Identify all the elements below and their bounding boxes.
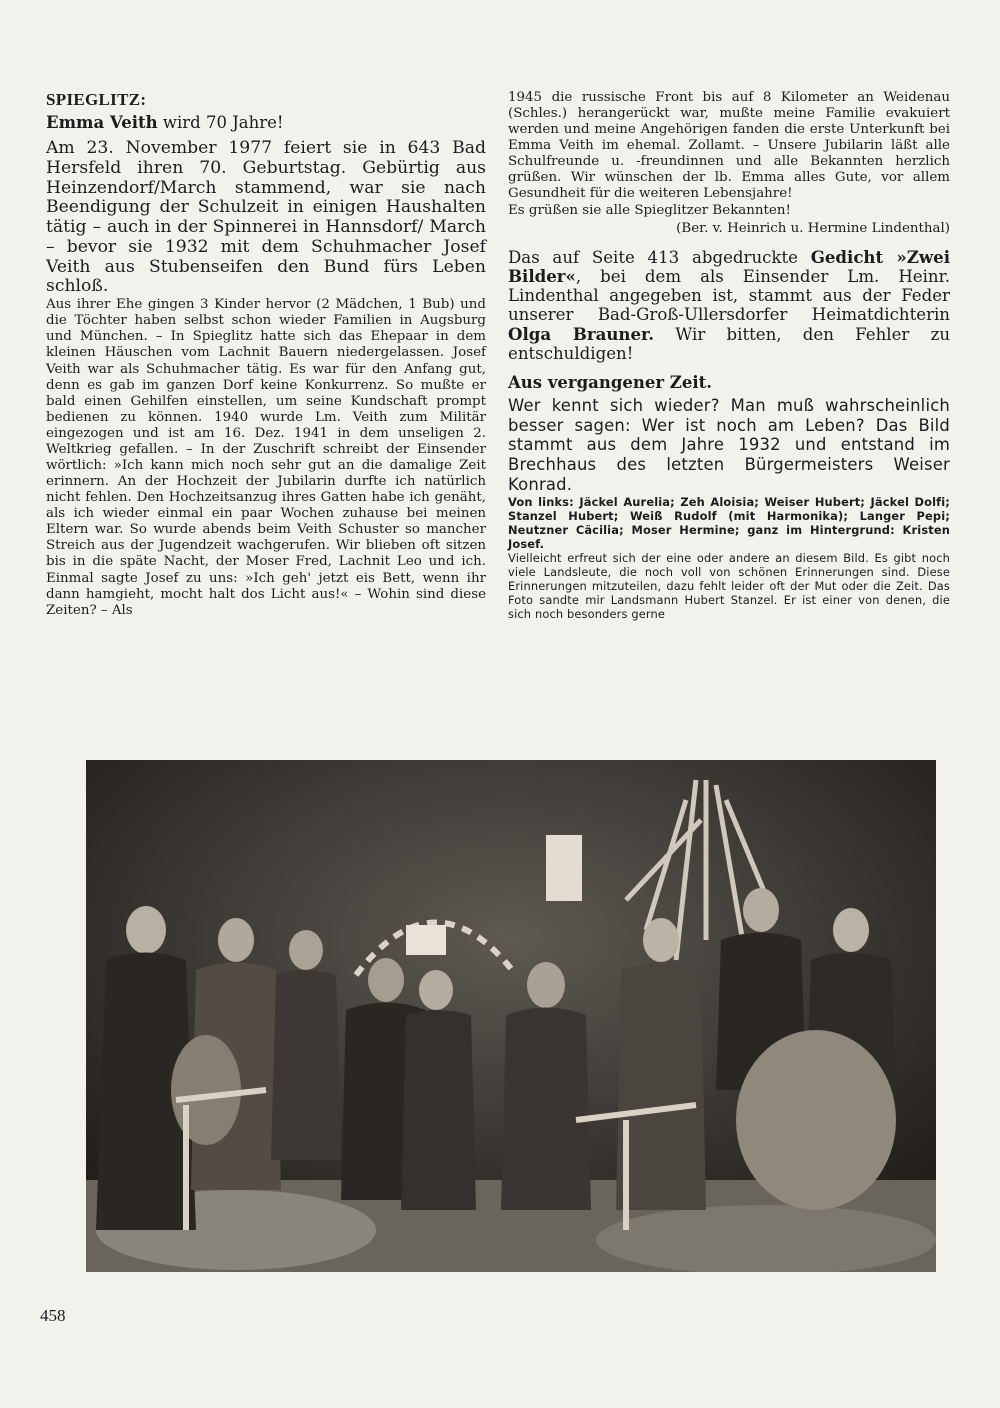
group-photograph bbox=[86, 760, 936, 1272]
correction-part1: Das auf Seite 413 abgedruckte bbox=[508, 247, 811, 267]
section-heading-spieglitz: SPIEGLITZ: bbox=[46, 90, 147, 109]
poet-name: Olga Brauner. bbox=[508, 323, 655, 344]
section-title-past-times: Aus vergangener Zeit. bbox=[508, 373, 712, 393]
photo-names-list bbox=[508, 496, 950, 552]
correction-notice bbox=[508, 248, 950, 363]
page-number: 458 bbox=[40, 1306, 66, 1325]
continuation-paragraph: 1945 die russische Front bis auf 8 Kilometer an Weidenau (Schles.) herangerückt war, mußte meine Familie evakuiert werden und meine Angehörigen fanden die erste Unterkunft bei Emma Veith im ehemal. Zollamt. – Unsere Jubilarin läßt alle Schulfreunde u. -freundinnen und alle Bekannten herzlich grüßen. Wir wünschen der lb. Emma alles Gute, vor allem Gesundheit für die weiteren Lebensjahre! bbox=[508, 90, 950, 202]
names-label: Von links: bbox=[508, 495, 574, 510]
body-paragraph: Aus ihrer Ehe gingen 3 Kinder hervor (2 Mädchen, 1 Bub) und die Töchter haben selbst schon wieder Familien in Augsburg und München. – In Spieglitz hatte sich das Ehepaar in dem kleinen Häuschen vom Lachnit Bauern niedergelassen. Josef Veith war als Schuhmacher tätig. Es war für den Anfang gut, denn es gab im ganzen Dorf keine Konkurrenz. So mußte er bald einen Gehilfen einstellen, um seine Kundschaft prompt bedienen zu können. 1940 wurde Lm. Veith zum Militär eingezogen und ist am 16. Dez. 1941 in dem unseligen 2. Weltkrieg gefallen. – In der Zuschrift schreibt der Einsender wörtlich: »Ich kann mich noch sehr gut an die damalige Zeit erinnern. An der Hochzeit der Jubilarin durfte ich natürlich nicht fehlen. Den Hochzeitsanzug ihres Gatten habe ich genäht, als ich wieder einmal ein paar Wochen zuhause bei meinen Eltern war. So wurde abends beim Veith Schuster so mancher Streich aus der Jugendzeit wachgerufen. Wir blieben oft sitzen bis in die späte Nacht, der Moser Fred, Lachnit Leo und ich. Einmal sagte Josef zu uns: »Ich geh' jetzt eis Bett, wenn ihr dann hamgieht, mocht halt dos Licht aus!« – Wohin sind diese Zeiten? – Als bbox=[46, 297, 486, 618]
subheading-rest: wird 70 Jahre! bbox=[157, 113, 284, 132]
photo-illustration bbox=[86, 760, 936, 1272]
greeting-line: Es grüßen sie alle Spieglitzer Bekannten! bbox=[508, 202, 791, 218]
right-column bbox=[508, 90, 950, 622]
section-lead: Wer kennt sich wieder? Man muß wahrscheinlich besser sagen: Wer ist noch am Leben? Das Bild stammt aus dem Jahre 1932 und entstand im Brechhaus des letzten Bürgermeisters Weiser Konrad. bbox=[508, 396, 950, 494]
names-list: Jäckel Aurelia; Zeh Aloisia; Weiser Hubert; Jäckel Dolfi; Stanzel Hubert; Weiß Rudolf (mit Harmonika); Langer Pepi; Neutzner Cäcilia; Moser Hermine; ganz im Hintergrund: Kristen Josef. bbox=[508, 495, 951, 552]
subheading-name: Emma Veith bbox=[46, 113, 158, 132]
report-signature: (Ber. v. Heinrich u. Hermine Lindenthal) bbox=[676, 220, 950, 236]
correction-part2: , bei dem als Einsender Lm. Heinr. Lindenthal angegeben ist, stammt aus der Feder unserer Bad-Groß-Ullersdorfer Heimatdichterin bbox=[508, 266, 950, 325]
left-column bbox=[46, 90, 486, 619]
closing-paragraph: Vielleicht erfreut sich der eine oder andere an diesem Bild. Es gibt noch viele Landsleute, die noch voll von schönen Erinnerungen sind. Diese Erinnerungen mitzuteilen, dazu fehlt leider oft der Mut oder die Zeit. Das Foto sandte mir Landsmann Hubert Stanzel. Er ist einer von denen, die sich noch besonders gerne bbox=[508, 551, 950, 621]
lead-paragraph: Am 23. November 1977 feiert sie in 643 Bad Hersfeld ihren 70. Geburtstag. Gebürtig aus Heinzendorf/March stammend, war sie nach Beendigung der Schulzeit in einigen Haushalten tätig – auch in der Spinnerei in Hannsdorf/ March – bevor sie 1932 mit dem Schuhmacher Josef Veith aus Stubenseifen den Bund fürs Leben schloß. bbox=[46, 137, 486, 297]
article-subheading bbox=[46, 114, 486, 133]
poem-title: Gedicht »Zwei Bilder« bbox=[508, 246, 950, 286]
correction-part3: Wir bitten, den Fehler zu entschuldigen! bbox=[508, 324, 951, 363]
